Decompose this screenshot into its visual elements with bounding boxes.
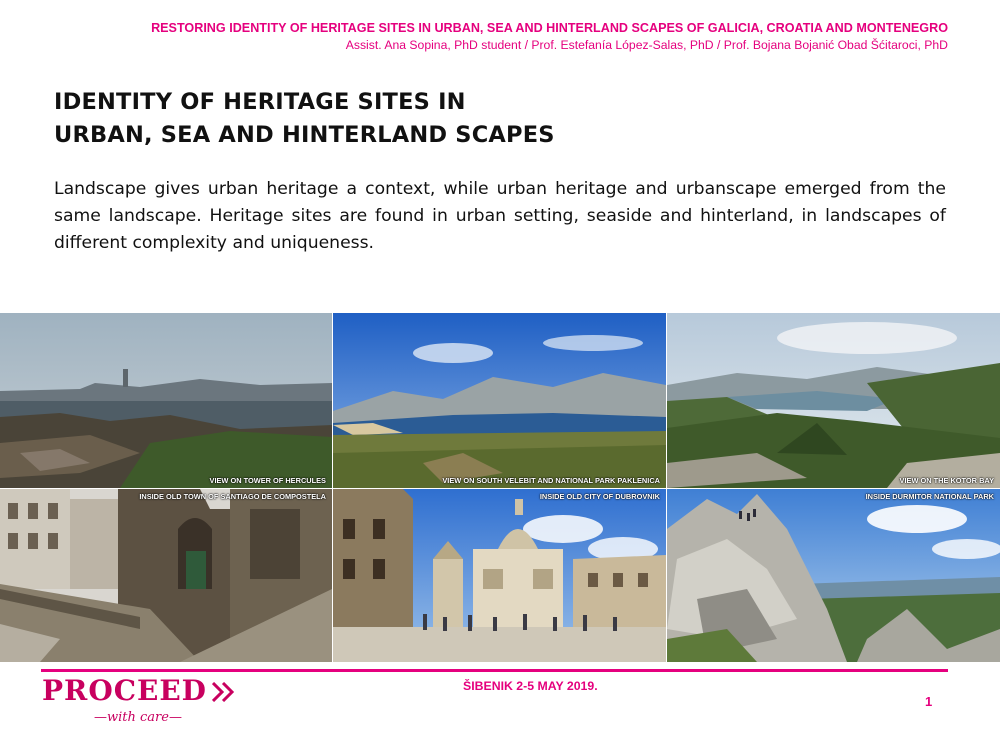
header-authors: Assist. Ana Sopina, PhD student / Prof. Estefanía López-Salas, PhD / Prof. Bojana Bojanić Obad Šćitaroci, PhD [345,38,948,52]
logo-wordmark: PROCEED [42,674,207,707]
photo-stone-street [0,489,332,662]
photo-kotor-bay [667,313,1000,488]
photo-coast-tower [0,313,332,488]
slide-title-line-1: IDENTITY OF HERITAGE SITES IN [54,89,466,115]
photo-gallery [0,313,1000,662]
photo-caption: VIEW ON THE KOTOR BAY [899,476,994,485]
photo-caption: INSIDE OLD CITY OF DUBROVNIK [539,492,660,501]
page-number: 1 [925,694,933,709]
slide-body-text: Landscape gives urban heritage a context, while urban heritage and urbanscape emerged from the same landscape. Heritage sites are found in urban setting, seaside and hinterland, in landscapes of different complexity and uniqueness. [54,179,946,253]
photo-caption: INSIDE OLD TOWN OF SANTIAGO DE COMPOSTELA [139,492,326,501]
proceed-logo [42,674,242,730]
footer-divider [41,669,948,672]
photo-caption: INSIDE DURMITOR NATIONAL PARK [865,492,994,501]
photo-caption: VIEW ON TOWER OF HERCULES [209,476,326,485]
photo-caption: VIEW ON SOUTH VELEBIT AND NATIONAL PARK PAKLENICA [442,476,660,485]
slide-title-line-2: URBAN, SEA AND HINTERLAND SCAPES [54,122,555,148]
logo-tagline: —with care— [94,710,182,725]
photo-mountain-bay [333,313,666,488]
header-title: RESTORING IDENTITY OF HERITAGE SITES IN URBAN, SEA AND HINTERLAND SCAPES OF GALICIA, CROATIA AND MONTENEGRO [151,21,948,35]
slide-title [54,86,555,152]
photo-church-square [333,489,666,662]
event-label: ŠIBENIK 2-5 MAY 2019. [463,679,598,693]
photo-rocky-peak [667,489,1000,662]
chevron-right-icon [212,682,238,702]
